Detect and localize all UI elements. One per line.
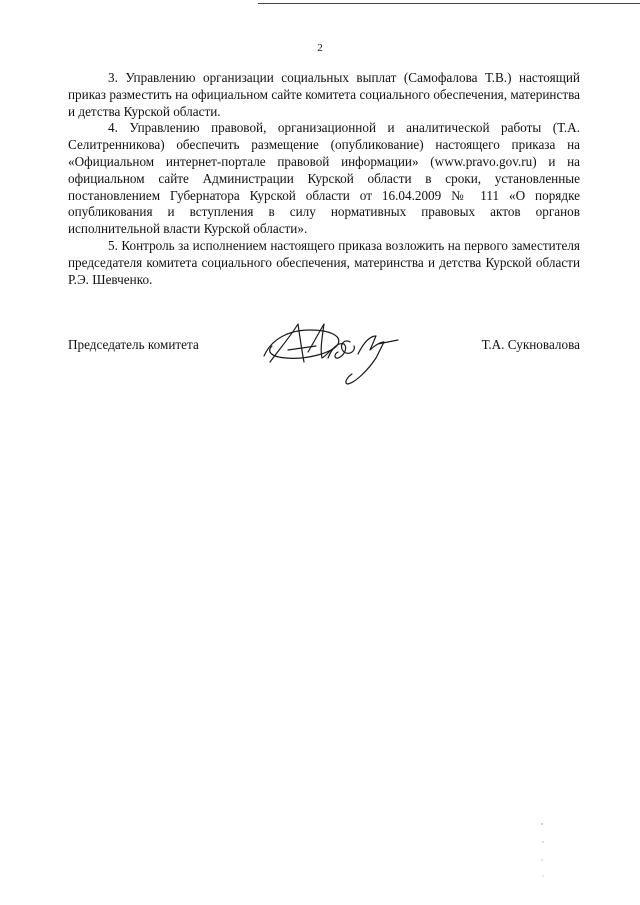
signatory-position: Председатель комитета (68, 337, 199, 352)
signatory-name: Т.А. Сукновалова (481, 337, 580, 352)
scan-specks (540, 820, 546, 880)
scan-edge-line (258, 3, 640, 4)
handwritten-signature (258, 312, 408, 392)
paragraph-5: 5. Контроль за исполнением настоящего приказа возложить на первого заместителя председателя комитета социального обеспечения, материнства и детства Курской области Р.Э. Шевченко. (68, 237, 580, 287)
paragraph-4: 4. Управлению правовой, организационной и аналитической работы (Т.А. Селитренникова) обеспечить размещение (опубликование) настоящего приказа на «Официальном интернет-портале правовой информации» (www.pravo.gov.ru) и на официальном сайте Администрации Курской области в сроки, установленные постановлением Губернатора Курской области от 16.04.2009 № 111 «О порядке опубликования и вступления в силу нормативных правовых актов органов исполнительной власти Курской области». (68, 120, 580, 237)
document-body (68, 70, 580, 288)
paragraph-3: 3. Управлению организации социальных выплат (Самофалова Т.В.) настоящий приказ разместить на официальном сайте комитета социального обеспечения, материнства и детства Курской области. (68, 70, 580, 119)
page-number: 2 (317, 42, 323, 54)
